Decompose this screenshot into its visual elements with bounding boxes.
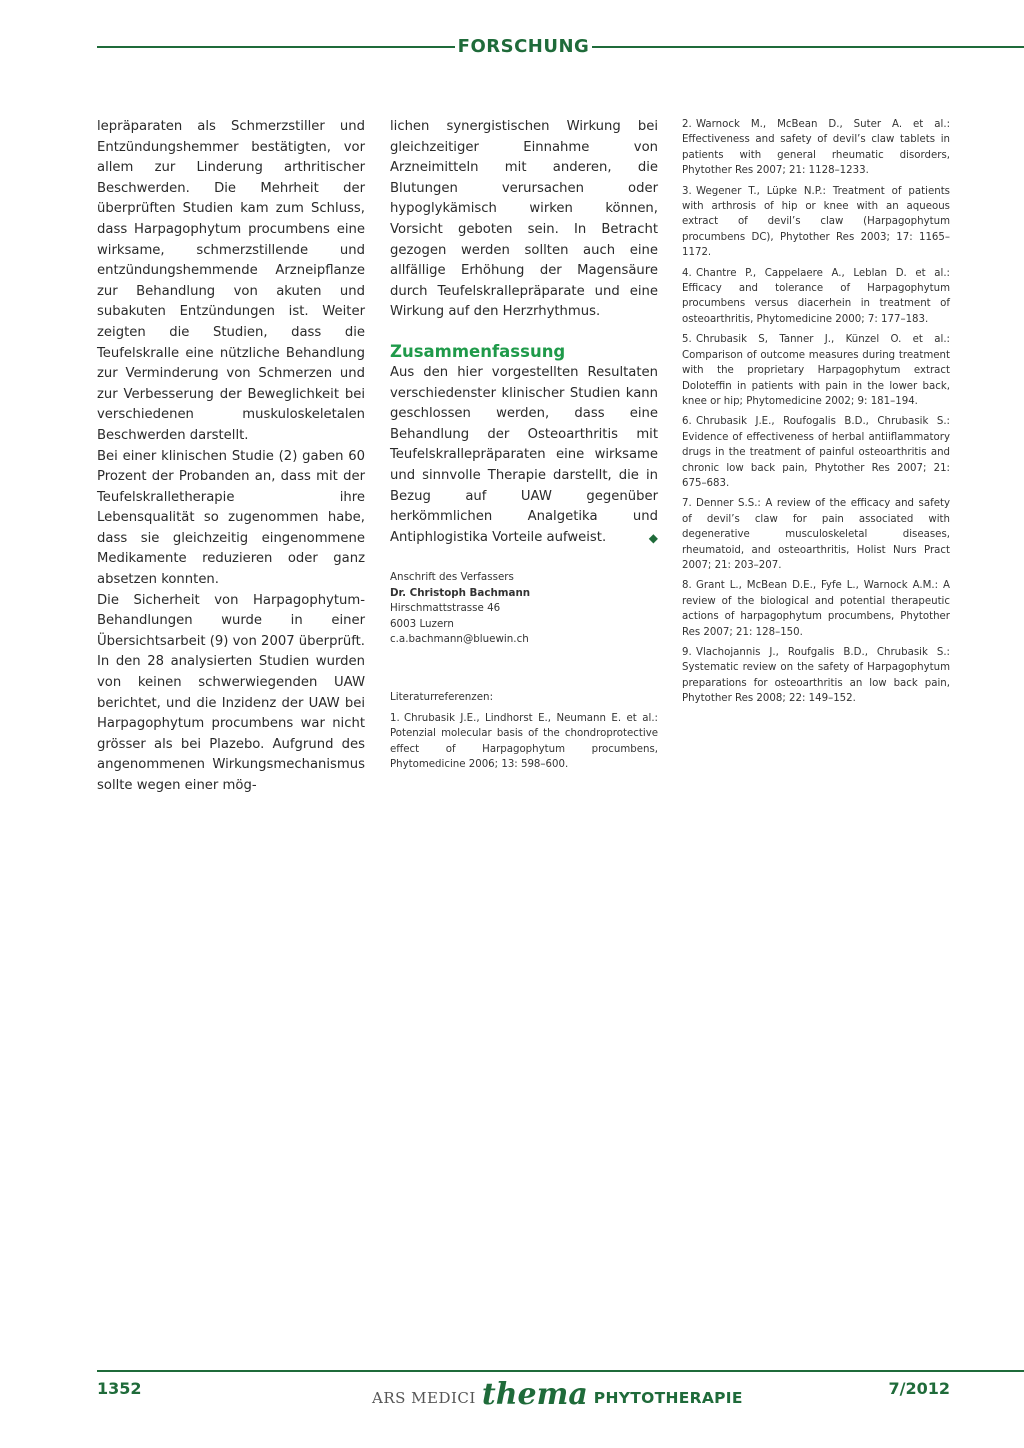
issue-number: 7/2012 [888,1379,950,1398]
header-rule-right [592,46,1024,48]
summary-text: Aus den hier vorgestellten Resultaten verschiedenster klinischer Studien kann geschlossen werden, dass eine Behandlung der Osteoarthritis mit Teufelskrallepräparaten eine wirksame und sinnvolle Therapie darstellt, die in Bezug auf UAW gegenüber herkömmlichen Analgetika und Antiphlogistika Vorteile aufweist. [390,364,658,545]
body-paragraph: Die Sicherheit von Harpagophytum-Behandlungen wurde in einer Übersichtsarbeit (9) von 2007 überprüft. In den 28 analysierten Studien wurden von keinen schwerwiegenden UAW berichtet, und die Inzidenz der UAW bei Harpagophytum procumbens war nicht grösser als bei Plazebo. Aufgrund des angenommenen Wirkungsmechanismus sollte wegen einer mög- [97,592,365,793]
summary-paragraph [390,363,658,548]
column-3 [682,117,950,712]
column-2 [390,117,658,777]
brand-thema: thema [481,1377,588,1412]
reference-text: Chrubasik J.E., Roufogalis B.D., Chrubasik S.: Evidence of effectiveness of herbal antiiflammatory drugs in the treatment of painful osteoarthritis and chronic low back pain, Phytother Res 2007; 21: 675–683. [682,416,950,489]
reference-text: Chrubasik J.E., Lindhorst E., Neumann E. et al.: Potenzial molecular basis of the chondroprotective effect of Harpagophytum procumbens, Phytomedicine 2006; 13: 598–600. [390,712,658,770]
page-number: 1352 [97,1379,142,1398]
references-label: Literaturreferenzen: [390,690,494,703]
reference-item [682,645,950,707]
reference-item [682,496,950,573]
body-paragraph: lepräparaten als Schmerzstiller und Entzündungshemmer bestätigten, vor allem zur Linderung arthritischer Beschwerden. Die Mehrheit der überprüften Studien kam zum Schluss, dass Harpagophytum procumbens eine wirksame, schmerzstillende und entzündungshemmende Arzneipflanze zur Behandlung von akuten und subakuten Entzündungen ist. Weiter zeigten die Studien, dass die Teufelskralle eine nützliche Behandlung zur Verminderung von Schmerzen und zur Verbesserung der Beweglichkeit bei verschiedenen muskuloskeletalen Beschwerden darstellt. [97,119,365,443]
reference-item [390,711,658,773]
reference-number: 5. [682,334,692,346]
author-name: Dr. Christoph Bachmann [390,586,531,599]
reference-number: 7. [682,498,692,510]
body-paragraph: lichen synergistischen Wirkung bei gleichzeitiger Einnahme von Arzneimitteln mit anderen, die Blutungen verursachen oder hypoglykämisch wirken können, Vorsicht geboten sein. In Betracht gezogen werden sollten auch eine allfällige Erhöhung der Magensäure durch Teufelskrallepräparate und eine Wirkung auf den Herzrhythmus. [390,119,658,320]
header-rule-left [97,46,455,48]
reference-item [682,332,950,409]
brand-topic: PHYTOTHERAPIE [593,1389,743,1407]
brand-ars-medici: ARS MEDICI [372,1389,476,1407]
author-email: c.a.bachmann@bluewin.ch [390,633,529,646]
reference-number: 8. [682,580,692,592]
publication-brand [372,1376,743,1410]
reference-item [682,266,950,328]
reference-text: Vlachojannis J., Roufgalis B.D., Chrubasik S.: Systematic review on the safety of Harpagophytum preparations for osteoarthritis an low back pain, Phytother Res 2008; 22: 149–152. [682,647,950,705]
reference-item [682,414,950,491]
section-label: FORSCHUNG [457,36,590,57]
reference-text: Wegener T., Lüpke N.P.: Treatment of patients with arthrosis of hip or knee with an aqueous extract of devil’s claw (Harpagophytum procumbens DC), Phytother Res 2003; 17: 1165–1172. [682,185,950,259]
reference-item [682,184,950,261]
reference-number: 2. [682,119,692,130]
end-mark-icon: ◆ [648,530,658,545]
reference-number: 1. [390,712,400,724]
address-street: Hirschmattstrasse 46 [390,602,501,615]
reference-number: 3. [682,185,692,197]
body-paragraph: Bei einer klinischen Studie (2) gaben 60 Prozent der Probanden an, dass mit der Teufelskralletherapie ihre Lebensqualität so zugenommen habe, dass sie gleichzeitig eingenommene Medikamente reduzieren oder ganz absetzen konnten. [97,448,365,588]
address-label: Anschrift des Verfassers [390,571,514,584]
reference-text: Warnock M., McBean D., Suter A. et al.: Effectiveness and safety of devil’s claw tablets in patients with general rheumatic disorders, Phytother Res 2007; 21: 1128–1233. [682,119,950,177]
reference-text: Denner S.S.: A review of the efficacy and safety of devil’s claw for pain associated with degenerative musculoskeletal diseases, rheumatoid, and osteoarthritis, Holist Nurs Pract 2007; 21: 203–207. [682,498,950,571]
reference-text: Chantre P., Cappelaere A., Leblan D. et al.: Efficacy and tolerance of Harpagophytum procumbens versus diacerhein in treatment of osteoarthritis, Phytomedicine 2000; 7: 177–183. [682,267,950,325]
reference-item [682,578,950,640]
reference-text: Grant L., McBean D.E., Fyfe L., Warnock A.M.: A review of the biological and potential therapeutic actions of harpagophytum procumbens, Phytother Res 2007; 21: 128–150. [682,580,950,638]
reference-number: 6. [682,416,692,428]
author-address [390,570,658,648]
reference-number: 4. [682,267,692,279]
reference-item [682,117,950,179]
summary-heading: Zusammenfassung [390,341,566,361]
address-city: 6003 Luzern [390,617,454,630]
reference-text: Chrubasik S, Tanner J., Künzel O. et al.: Comparison of outcome measures during treatment with the proprietary Harpagophytum extract Doloteffin in patients with pain in the lower back, knee or hip; Phytomedicine 2002; 9: 181–194. [682,334,950,407]
reference-number: 9. [682,647,692,658]
footer-rule [97,1370,1024,1372]
column-1 [97,117,365,797]
